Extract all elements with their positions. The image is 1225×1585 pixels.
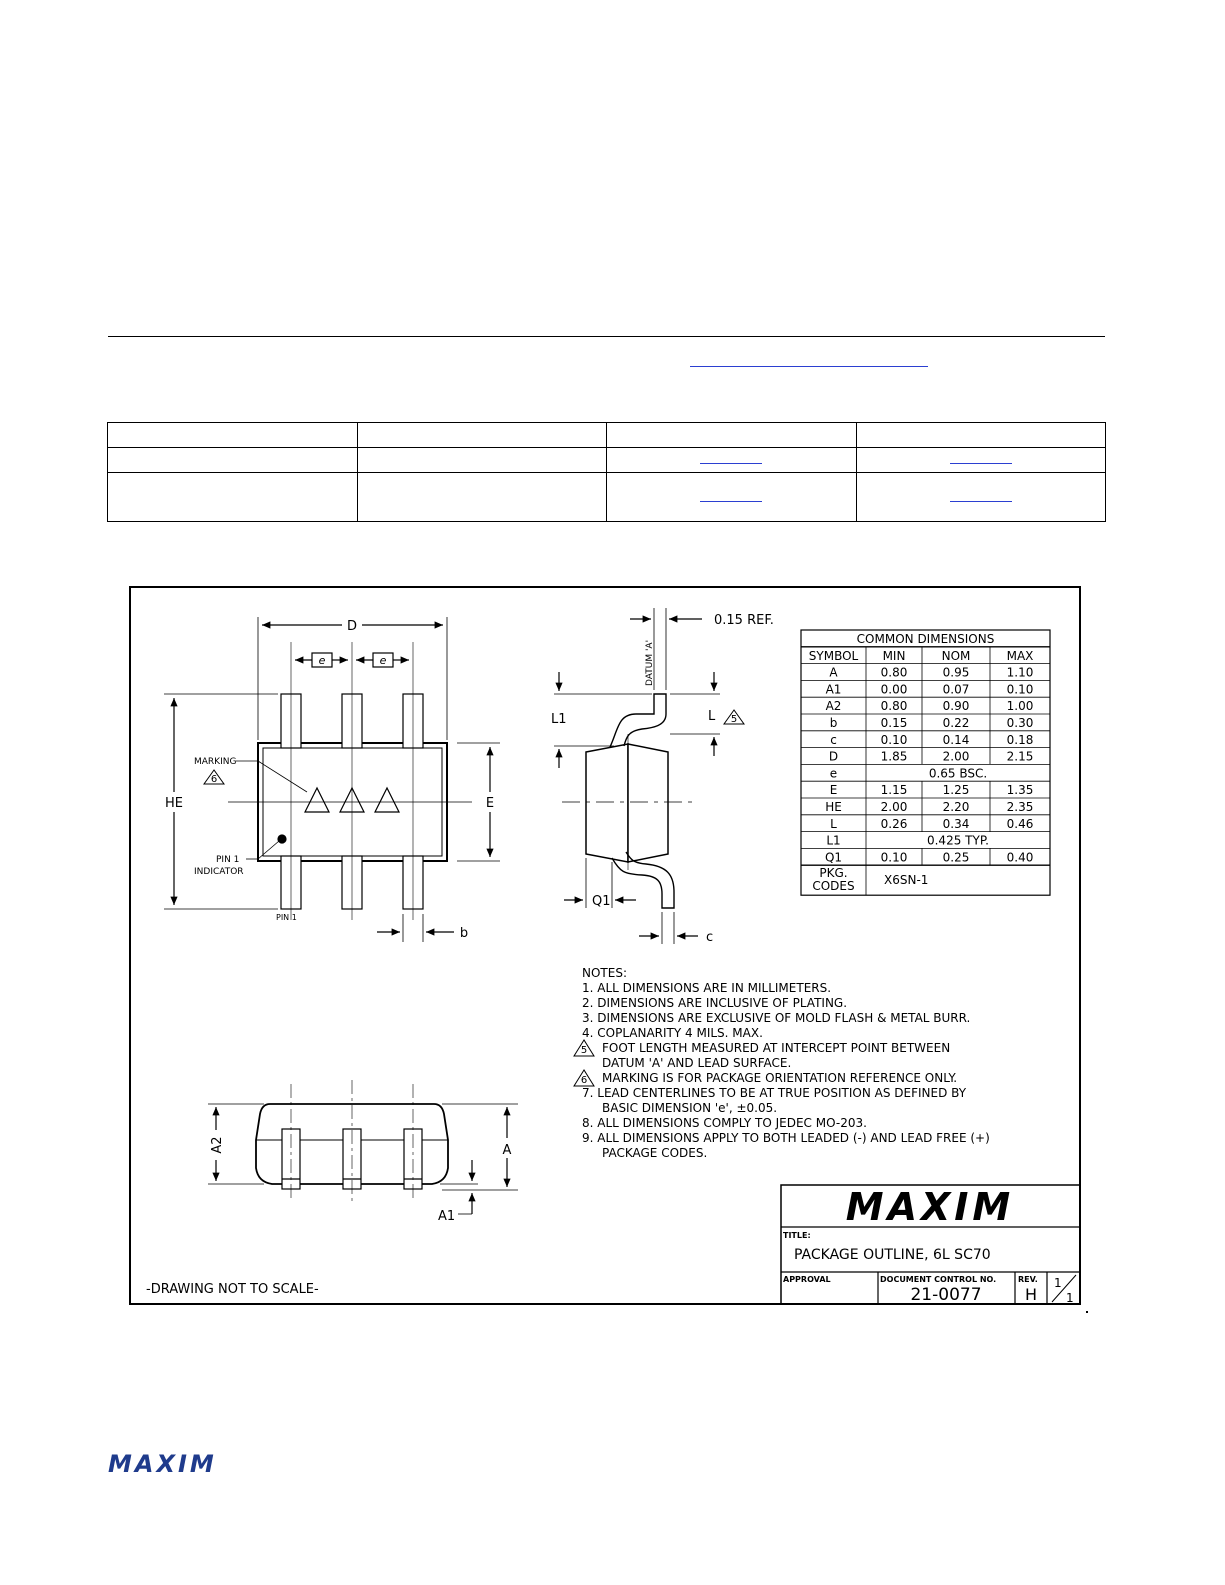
doc-number: 21-0077 [910,1285,982,1303]
table-cell: A [829,665,838,680]
table-cell: 0.40 [1006,850,1034,865]
dim-c-label: c [706,930,714,945]
table-cell: 0.46 [1006,816,1034,831]
table-cell-link[interactable] [856,473,1106,522]
approval-label: APPROVAL [783,1275,831,1284]
note-line: 7. LEAD CENTERLINES TO BE AT TRUE POSITION AS DEFINED BY [582,1086,967,1100]
document-link-underline[interactable] [690,366,928,367]
table-cell [357,473,607,522]
pkg-code: X6SN-1 [884,873,929,888]
table-cell: 0.65 BSC. [928,766,988,781]
datum-label: DATUM 'A' [645,639,655,686]
dim-e-label: e [379,654,387,667]
not-to-scale-label: -DRAWING NOT TO SCALE- [146,1282,319,1297]
page-mark [1086,1311,1088,1313]
table-title: COMMON DIMENSIONS [856,632,995,646]
table-cell: 0.22 [942,716,970,730]
note-line: DATUM 'A' AND LEAD SURFACE. [602,1056,792,1070]
table-cell [607,423,857,448]
land-pattern-link-underline[interactable] [950,501,1012,502]
table-cell: 0.90 [942,699,970,714]
table-cell: 0.25 [942,850,970,865]
note-line: MARKING IS FOR PACKAGE ORIENTATION REFERENCE ONLY. [602,1071,958,1085]
table-cell: 0.30 [1006,716,1034,730]
package-info-table [107,422,1106,522]
table-cell: 0.425 TYP. [926,833,990,848]
top-view [164,617,500,942]
common-dimensions-table [801,630,1050,895]
pkg-label: CODES [812,879,855,894]
table-cell: c [830,732,837,747]
table-cell: 1.35 [1006,783,1034,798]
table-cell: E [829,783,838,798]
table-cell: 0.18 [1006,732,1034,747]
package-outline-drawing [129,586,1081,1305]
note5-flag: 5 [580,1045,588,1056]
table-header: NOM [941,648,971,663]
note-line: 2. DIMENSIONS ARE INCLUSIVE OF PLATING. [582,996,848,1010]
end-view [208,1080,518,1224]
dim-A-label: A [502,1143,512,1158]
revision: H [1024,1285,1038,1303]
table-cell: 1.00 [1006,699,1034,714]
table-row [108,448,1106,473]
table-cell: 0.34 [942,816,970,831]
dim-b-label: b [459,926,469,941]
table-header: MAX [1006,648,1034,663]
table-cell: Q1 [824,850,843,865]
note-line: 9. ALL DIMENSIONS APPLY TO BOTH LEADED (-) AND LEAD FREE (+) [582,1131,990,1145]
table-cell: 0.07 [942,682,970,697]
table-cell: 0.80 [880,699,908,714]
footer-logo [108,1450,258,1483]
table-cell [108,473,358,522]
dim-L1-label: L1 [551,712,567,727]
pin1-indicator-label: INDICATOR [194,867,244,877]
dim-D-label: D [346,619,358,634]
doc-control-label: DOCUMENT CONTROL NO. [880,1275,997,1284]
table-cell [856,423,1106,448]
maxim-logo-text: MAXIM [108,1450,217,1478]
note-line: 3. DIMENSIONS ARE EXCLUSIVE OF MOLD FLASH & METAL BURR. [582,1011,971,1025]
land-pattern-link-underline[interactable] [950,463,1012,464]
dim-E-label: E [485,796,495,811]
note5-flag: 5 [730,714,738,725]
table-cell: 0.95 [942,665,970,680]
pkg-label: PKG. [819,866,848,881]
table-cell: e [829,766,838,781]
table-cell: 0.10 [1006,682,1034,697]
table-cell-link[interactable] [607,473,857,522]
ref-dim-label: 0.15 REF. [714,613,774,628]
note-line: BASIC DIMENSION 'e', ±0.05. [602,1101,778,1115]
table-cell: 0.15 [880,716,908,730]
note6-flag: 6 [210,774,218,785]
table-cell: A2 [825,699,842,714]
table-cell: 2.35 [1006,800,1034,814]
table-row [108,473,1106,522]
table-cell: 0.14 [942,732,970,747]
table-cell: 0.80 [880,665,908,680]
rev-label: REV. [1018,1275,1038,1284]
dim-HE-label: HE [165,796,183,811]
drawing-title: PACKAGE OUTLINE, 6L SC70 [794,1247,991,1263]
title-label: TITLE: [783,1231,811,1240]
table-cell: 0.10 [880,850,908,865]
table-header: MIN [882,648,906,663]
table-cell: 0.10 [880,732,908,747]
table-cell: A1 [825,682,842,697]
note-line: PACKAGE CODES. [602,1146,708,1160]
dim-A2-label: A2 [210,1136,225,1154]
sheet-total: 1 [1066,1291,1074,1303]
table-cell [357,448,607,473]
marking-label: MARKING [194,757,237,767]
title-block [781,1185,1079,1303]
table-cell-link[interactable] [607,448,857,473]
table-cell: 1.15 [880,783,908,798]
note-line: 4. COPLANARITY 4 MILS. MAX. [582,1026,763,1040]
side-view [551,608,774,945]
table-cell: L [830,816,837,831]
table-cell: 0.00 [880,682,908,697]
note6-flag: 6 [580,1075,588,1086]
table-cell: HE [825,800,842,814]
table-cell [108,448,358,473]
table-cell: 2.15 [1006,749,1034,764]
dim-e-label: e [318,654,326,667]
table-cell: 0.26 [880,816,908,831]
table-cell: 1.85 [880,749,908,764]
table-header: SYMBOL [808,648,859,663]
sheet-number: 1 [1054,1276,1062,1290]
table-cell-link[interactable] [856,448,1106,473]
table-cell: b [829,716,838,730]
dim-A1-label: A1 [438,1209,456,1224]
pin1-label: PIN 1 [216,855,240,865]
table-cell: L1 [826,833,841,848]
notes-header: NOTES: [582,966,627,980]
table-row [108,423,1106,448]
maxim-logo: MAXIM [845,1185,1015,1229]
note-line: FOOT LENGTH MEASURED AT INTERCEPT POINT BETWEEN [602,1041,951,1055]
outline-link-underline[interactable] [700,501,762,502]
table-cell: 2.00 [880,800,908,814]
dim-L-label: L [708,709,716,724]
pin1-short-label: PIN 1 [276,913,297,922]
table-cell [357,423,607,448]
header-rule [108,336,1105,337]
table-cell: 1.10 [1006,665,1034,680]
note-line: 8. ALL DIMENSIONS COMPLY TO JEDEC MO-203. [582,1116,867,1130]
table-cell: 1.25 [942,783,970,798]
note-line: 1. ALL DIMENSIONS ARE IN MILLIMETERS. [582,981,832,995]
notes-block [582,966,990,1160]
table-cell: 2.00 [942,749,970,764]
table-cell: D [828,749,839,764]
table-cell [108,423,358,448]
table-cell: 2.20 [942,800,970,814]
outline-link-underline[interactable] [700,463,762,464]
dim-Q1-label: Q1 [592,894,611,909]
